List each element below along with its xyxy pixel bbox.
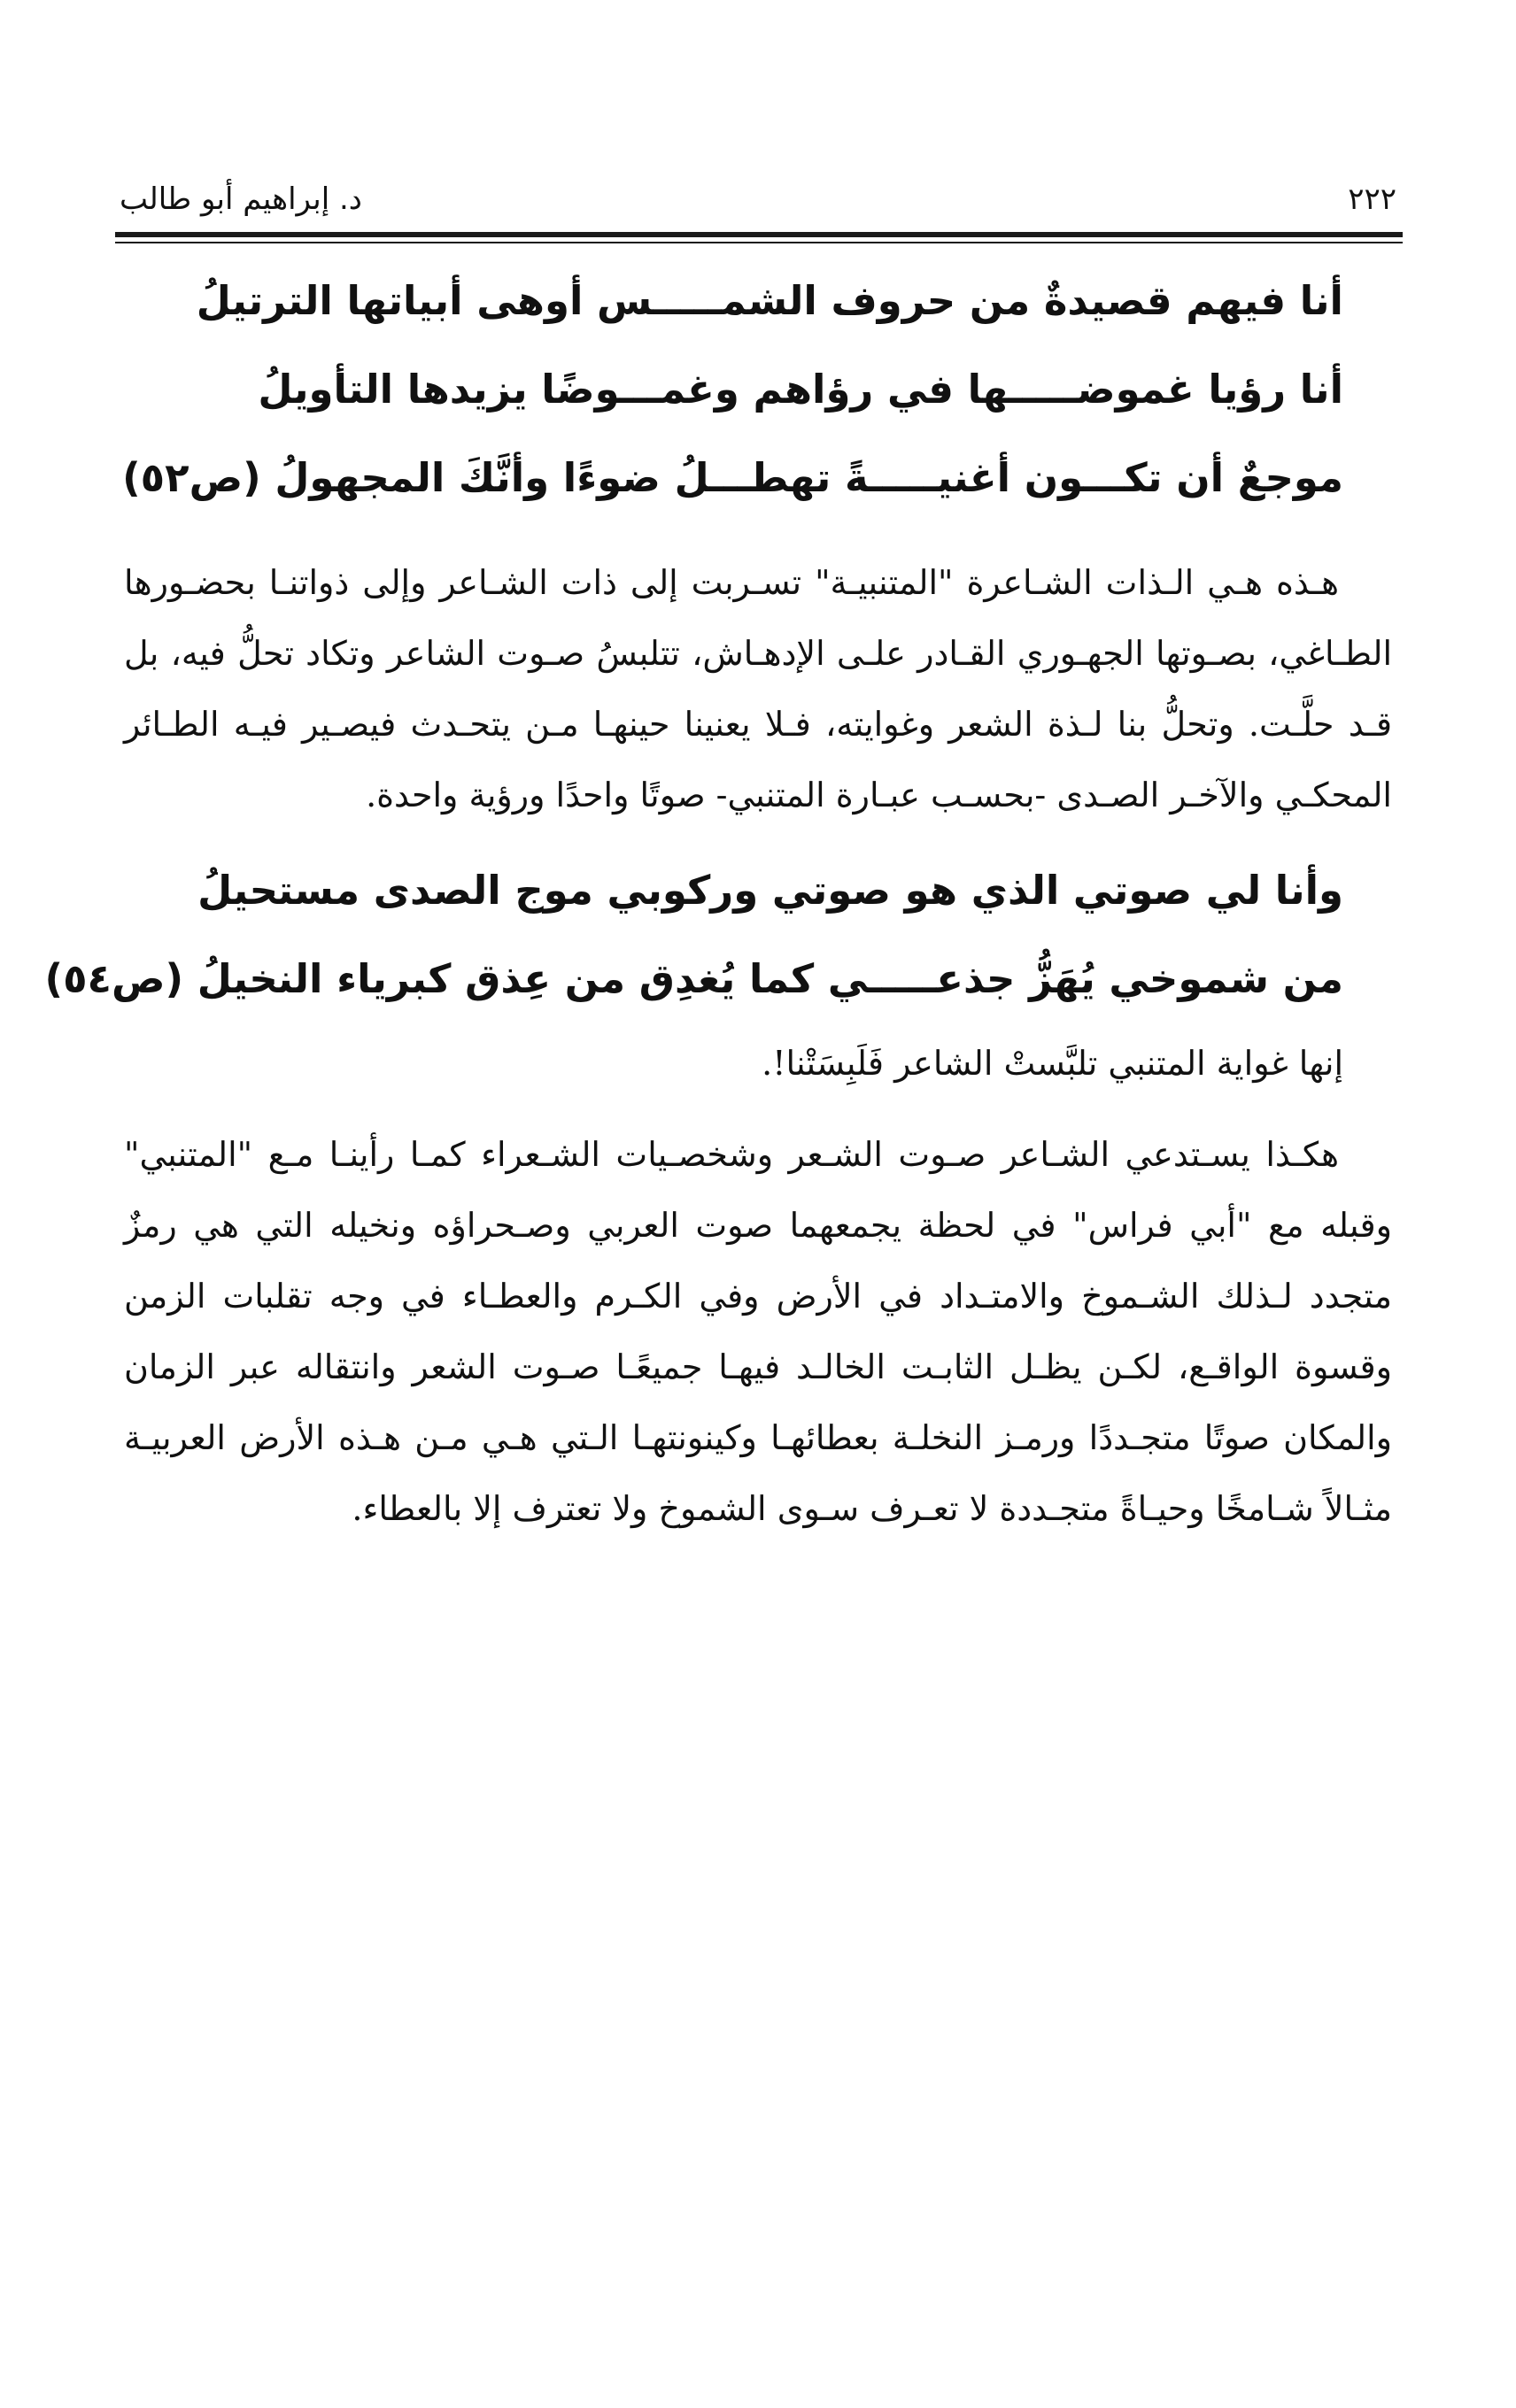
page-body bbox=[44, 257, 1392, 1544]
verse-block-1 bbox=[124, 257, 1392, 522]
author-name: د. إبراهيم أبو طالب bbox=[120, 181, 362, 217]
paragraph-2: هكـذا يسـتدعي الشـاعر صـوت الشـعر وشخصـيات الشـعراء كمـا رأينـا مـع "المتنبي" وقبله مع "أبي فراس" في لحظة يجمعهما صوت العربي وصـحراؤه ونخيله التي هي رمزٌ متجدد لـذلك الشـموخ والامتـداد في الأرض وفي الكـرم والعطـاء في وجه تقلبات الزمن وقسوة الواقـع، لكـن يظـل الثابـت الخالـد فيهـا جميعًـا صـوت الشعر وانتقاله عبر الزمان والمكان صوتًا متجـددًا ورمـز النخلـة بعطائهـا وكينونتهـا الـتي هـي مـن هـذه الأرض العربيـة مثـالاً شـامخًا وحيـاةً متجـددة لا تعـرف سـوى الشموخ ولا تعترف إلا بالعطاء. bbox=[124, 1135, 1392, 1528]
paragraph-1: هـذه هـي الـذات الشـاعرة "المتنبيـة" تسـربت إلى ذات الشـاعر وإلى ذواتنـا بحضـورها الطـاغي، بصـوتها الجهـوري القـادر علـى الإدهـاش، تتلبسُ صـوت الشاعر وتكاد تحلُّ فيه، بل قـد حلَّـت. وتحلُّ بنا لـذة الشعر وغوايته، فـلا يعنينا حينهـا مـن يتحـدث فيصـير فيـه الطـائر المحكـي والآخـر الصـدى -بحسـب عبـارة المتنبي- صوتًا واحدًا ورؤية واحدة. bbox=[124, 563, 1392, 814]
commentary-line: إنها غواية المتنبي تلبَّستْ الشاعر فَلَبِسَتْنا!. bbox=[762, 1044, 1343, 1083]
verse-line: موجعٌ أن تكـــون أغنيـــــةً تهطـــلُ ضوءًا وأنَّكَ المجهولُ (ص٥٢) bbox=[122, 454, 1343, 501]
header-rule-thin bbox=[115, 242, 1403, 243]
verse-block-2 bbox=[44, 846, 1392, 1023]
running-head bbox=[120, 173, 1396, 226]
verse-line: أنا رؤيا غموضـــــها في رؤاهم وغمـــوضًا يزيدها التأويلُ bbox=[258, 366, 1343, 413]
verse-line: أنا فيهم قصيدةٌ من حروف الشمـــــس أوهى أبياتها الترتيلُ bbox=[196, 277, 1343, 324]
verse-line: وأنا لي صوتي الذي هو صوتي وركوبي موج الصدى مستحيلُ bbox=[197, 867, 1343, 914]
verse-line: من شموخي يُهَزُّ جذعـــــي كما يُغدِق من عِذق كبرياء النخيلُ (ص٥٤) bbox=[44, 955, 1343, 1002]
header-rule-thick bbox=[115, 232, 1403, 237]
page-number: ٢٢٢ bbox=[1348, 181, 1396, 217]
